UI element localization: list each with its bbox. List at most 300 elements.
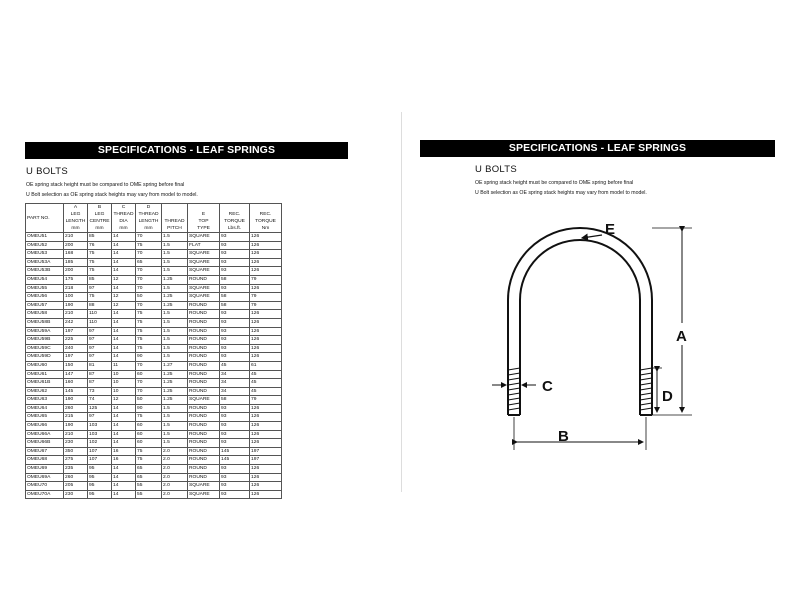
table-cell: 14 [112,482,136,491]
table-row [26,301,282,310]
table-row [26,284,282,293]
table-cell: 60 [136,370,162,379]
table-cell: 100 [64,293,88,302]
table-cell: 93 [220,404,250,413]
table-cell: 70 [136,233,162,242]
table-cell: 60 [136,422,162,431]
table-cell: 145 [220,456,250,465]
table-cell: 103 [88,430,112,439]
table-cell: 14 [112,241,136,250]
part-number-cell: OMEU68 [26,456,64,465]
table-cell: 1.25 [162,396,188,405]
table-cell: 210 [64,233,88,242]
table-cell: 126 [250,404,282,413]
table-row [26,241,282,250]
table-cell: ROUND [188,318,220,327]
u-bolt-svg [470,205,710,465]
table-cell: 97 [88,353,112,362]
u-bolt-inner [520,240,640,415]
table-cell: 14 [112,465,136,474]
table-cell: ROUND [188,353,220,362]
table-cell: 1.25 [162,379,188,388]
table-cell: 75 [136,310,162,319]
table-cell: 14 [112,404,136,413]
table-cell: 126 [250,473,282,482]
part-number-cell: OMEU53B [26,267,64,276]
table-row [26,404,282,413]
table-cell: 93 [220,258,250,267]
table-row [26,473,282,482]
u-bolt-diagram [470,205,710,465]
table-cell: 197 [250,456,282,465]
part-number-cell: OMEU60 [26,361,64,370]
table-cell: 14 [112,310,136,319]
table-cell: 125 [88,404,112,413]
table-cell: 88 [88,301,112,310]
table-cell: SQUARE [188,293,220,302]
table-cell: 74 [88,396,112,405]
table-row [26,275,282,284]
part-number-cell: OMEU63 [26,396,64,405]
u-bolt-outer [508,228,652,415]
table-cell: 90 [136,353,162,362]
table-cell: 126 [250,318,282,327]
right-note-1: OE spring stack height must be compared to OME spring before final [475,180,634,186]
table-cell: 14 [112,413,136,422]
part-number-cell: OMEU64 [26,404,64,413]
table-row [26,482,282,491]
table-row [26,465,282,474]
table-cell: 58 [220,293,250,302]
table-cell: 1.5 [162,413,188,422]
table-cell: 14 [112,430,136,439]
table-cell: 1.5 [162,250,188,259]
table-row [26,370,282,379]
part-number-cell: OMEU59B [26,336,64,345]
table-cell: 34 [220,370,250,379]
table-cell: ROUND [188,404,220,413]
table-cell: 126 [250,482,282,491]
table-cell: 95 [88,473,112,482]
table-cell: 75 [136,456,162,465]
table-row [26,490,282,499]
table-cell: 93 [220,465,250,474]
table-cell: 218 [64,284,88,293]
table-row [26,447,282,456]
right-subtitle: U BOLTS [475,164,518,175]
table-cell: 14 [112,250,136,259]
table-cell: 200 [64,267,88,276]
left-banner: SPECIFICATIONS - LEAF SPRINGS [25,142,348,159]
table-cell: 75 [88,258,112,267]
table-cell: 1.5 [162,318,188,327]
table-cell: 102 [88,439,112,448]
table-cell: 1.5 [162,430,188,439]
table-cell: 75 [136,336,162,345]
table-cell: SQUARE [188,482,220,491]
part-number-cell: OMEU61B [26,379,64,388]
table-cell: 95 [88,465,112,474]
table-cell: ROUND [188,301,220,310]
table-cell: 215 [64,413,88,422]
table-cell: 75 [88,250,112,259]
table-row [26,456,282,465]
table-cell: 79 [250,275,282,284]
table-cell: 60 [136,430,162,439]
table-cell: 126 [250,465,282,474]
table-cell: 14 [112,318,136,327]
table-cell: 12 [112,293,136,302]
table-cell: 70 [136,284,162,293]
table-cell: 1.5 [162,258,188,267]
table-cell: 14 [112,336,136,345]
table-cell: 107 [88,456,112,465]
table-cell: SQUARE [188,233,220,242]
table-header-cell: REC. TORQUE Lbs.ft. [220,204,250,233]
table-header-row [26,204,282,233]
table-cell: 110 [88,318,112,327]
table-cell: 1.5 [162,422,188,431]
part-number-cell: OMEU69A [26,473,64,482]
table-cell: 200 [64,241,88,250]
table-cell: ROUND [188,422,220,431]
table-cell: 93 [220,413,250,422]
table-cell: 103 [88,422,112,431]
table-row [26,258,282,267]
table-cell: 60 [136,439,162,448]
table-cell: 61 [250,361,282,370]
table-cell: ROUND [188,413,220,422]
table-cell: 2.0 [162,456,188,465]
table-cell: 1.25 [162,301,188,310]
part-number-cell: OMEU53 [26,250,64,259]
table-cell: 126 [250,490,282,499]
part-number-cell: OMEU66B [26,439,64,448]
table-cell: 235 [64,465,88,474]
table-cell: 58 [220,275,250,284]
table-header-cell: PART NO. [26,204,64,233]
part-number-cell: OMEU57 [26,301,64,310]
table-cell: 14 [112,233,136,242]
table-cell: ROUND [188,336,220,345]
table-cell: 1.5 [162,404,188,413]
table-cell: 93 [220,490,250,499]
table-cell: 1.5 [162,353,188,362]
part-number-cell: OMEU59C [26,344,64,353]
spec-table-wrapper [25,203,281,497]
table-cell: ROUND [188,387,220,396]
table-cell: 70 [136,275,162,284]
table-cell: 85 [88,275,112,284]
label-e: E [605,221,616,238]
table-cell: SQUARE [188,396,220,405]
table-cell: 197 [64,353,88,362]
table-cell: SQUARE [188,250,220,259]
table-cell: ROUND [188,327,220,336]
part-number-cell: OMEU67 [26,447,64,456]
table-cell: 1.5 [162,336,188,345]
table-cell: 2.0 [162,482,188,491]
table-cell: 12 [112,301,136,310]
table-cell: 1.5 [162,241,188,250]
table-cell: 75 [136,447,162,456]
table-cell: ROUND [188,473,220,482]
table-cell: ROUND [188,370,220,379]
table-cell: 79 [250,301,282,310]
table-cell: 65 [136,465,162,474]
table-row [26,267,282,276]
table-cell: 126 [250,422,282,431]
table-cell: 75 [88,293,112,302]
table-cell: 34 [220,379,250,388]
table-row [26,293,282,302]
table-cell: 126 [250,439,282,448]
part-number-cell: OMEU51 [26,233,64,242]
table-cell: 93 [220,473,250,482]
part-number-cell: OMEU70 [26,482,64,491]
table-cell: 93 [220,439,250,448]
part-number-cell: OMEU54 [26,275,64,284]
part-number-cell: OMEU52 [26,241,64,250]
table-cell: ROUND [188,310,220,319]
table-cell: 1.25 [162,387,188,396]
table-cell: 1.5 [162,284,188,293]
table-cell: 87 [88,370,112,379]
table-cell: 97 [88,284,112,293]
table-row [26,379,282,388]
table-cell: 97 [88,336,112,345]
table-cell: 242 [64,318,88,327]
table-row [26,361,282,370]
table-cell: SQUARE [188,284,220,293]
table-cell: 210 [64,430,88,439]
table-cell: ROUND [188,379,220,388]
table-cell: 126 [250,233,282,242]
left-note-1: OE spring stack height must be compared to OME spring before final [26,182,185,188]
table-cell: 87 [88,379,112,388]
table-cell: 1.5 [162,267,188,276]
table-cell: 14 [112,473,136,482]
table-cell: 126 [250,344,282,353]
table-row [26,439,282,448]
table-cell: 45 [250,387,282,396]
table-header-cell: C THREAD DIA mm [113,205,134,231]
table-cell: 97 [88,327,112,336]
table-cell: 14 [112,267,136,276]
table-cell: 126 [250,430,282,439]
table-cell: 75 [88,267,112,276]
table-cell: 197 [250,447,282,456]
table-cell: 1.5 [162,344,188,353]
table-cell: 90 [136,404,162,413]
part-number-cell: OMEU62 [26,387,64,396]
part-number-cell: OMEU61 [26,370,64,379]
table-cell: 70 [136,379,162,388]
part-number-cell: OMEU66A [26,430,64,439]
table-cell: 75 [136,327,162,336]
table-cell: 14 [112,258,136,267]
table-cell: 2.0 [162,473,188,482]
table-cell: 14 [112,327,136,336]
table-cell: 1.5 [162,310,188,319]
table-row [26,310,282,319]
table-cell: 45 [220,361,250,370]
label-a: A [676,328,687,345]
table-cell: ROUND [188,456,220,465]
part-number-cell: OMEU53A [26,258,64,267]
left-note-2: U Bolt selection as OE spring stack heights may vary from model to model. [26,191,198,198]
right-thread [640,368,652,410]
table-cell: 70 [136,361,162,370]
table-cell: 230 [64,490,88,499]
table-cell: 197 [64,327,88,336]
table-row [26,233,282,242]
table-cell: 126 [250,250,282,259]
table-cell: 110 [88,310,112,319]
label-d: D [662,388,673,405]
table-cell: 190 [64,422,88,431]
table-cell: 1.25 [162,370,188,379]
table-cell: 126 [250,336,282,345]
table-header-cell: REC. TORQUE Nm [250,204,282,233]
table-cell: 1.5 [162,233,188,242]
part-number-cell: OMEU65 [26,413,64,422]
table-cell: 65 [136,258,162,267]
table-cell: 260 [64,404,88,413]
table-cell: SQUARE [188,258,220,267]
table-cell: 93 [220,284,250,293]
table-cell: 14 [112,344,136,353]
table-cell: 81 [88,361,112,370]
table-cell: 70 [136,387,162,396]
table-cell: 145 [220,447,250,456]
table-cell: 73 [88,387,112,396]
table-cell: 93 [220,344,250,353]
table-cell: 1.5 [162,439,188,448]
table-cell: 93 [220,233,250,242]
table-cell: 10 [112,370,136,379]
table-cell: 275 [64,456,88,465]
table-row [26,250,282,259]
table-cell: 93 [220,482,250,491]
table-cell: 126 [250,284,282,293]
part-number-cell: OMEU58B [26,318,64,327]
part-number-cell: OMEU66 [26,422,64,431]
table-cell: 260 [64,473,88,482]
dimension-e-leader [582,235,602,238]
page-divider [401,112,402,492]
table-cell: 75 [136,318,162,327]
part-number-cell: OMEU58 [26,310,64,319]
label-b: B [558,428,569,445]
table-row [26,353,282,362]
table-cell: 16 [112,447,136,456]
table-cell: 126 [250,241,282,250]
table-row [26,413,282,422]
table-cell: 126 [250,310,282,319]
part-number-cell: OMEU69 [26,465,64,474]
table-row [26,430,282,439]
table-cell: 58 [220,396,250,405]
table-cell: 168 [64,250,88,259]
table-cell: 93 [220,318,250,327]
table-cell: ROUND [188,439,220,448]
table-cell: 75 [136,413,162,422]
right-note-2: U Bolt selection as OE spring stack heights may vary from model to model. [475,189,647,196]
table-cell: 14 [112,490,136,499]
table-cell: 185 [64,258,88,267]
table-cell: 97 [88,344,112,353]
part-number-cell: OMEU56 [26,293,64,302]
table-cell: 225 [64,336,88,345]
table-cell: 75 [136,344,162,353]
table-cell: 93 [220,267,250,276]
table-cell: 2.0 [162,490,188,499]
table-cell: 95 [88,482,112,491]
table-cell: 93 [220,430,250,439]
table-cell: 75 [136,241,162,250]
label-c: C [542,378,553,395]
table-cell: 126 [250,327,282,336]
table-cell: FLAT [188,241,220,250]
table-cell: 70 [136,267,162,276]
table-cell: 70 [136,301,162,310]
part-number-cell: OMEU59D [26,353,64,362]
table-cell: ROUND [188,430,220,439]
table-header-cell: E TOP TYPE [188,204,220,233]
table-cell: 10 [112,387,136,396]
table-cell: 93 [220,336,250,345]
table-cell: 126 [250,413,282,422]
table-cell: 240 [64,344,88,353]
table-cell: 93 [220,327,250,336]
table-cell: 1.5 [162,327,188,336]
table-row [26,396,282,405]
table-body [26,233,282,499]
table-header-cell: D THREAD LENGTH mm [136,204,162,233]
table-cell: 70 [136,250,162,259]
table-cell: 55 [136,490,162,499]
right-banner: SPECIFICATIONS - LEAF SPRINGS [420,140,775,157]
table-cell: ROUND [188,465,220,474]
left-notes [26,181,198,200]
part-number-cell: OMEU55 [26,284,64,293]
table-cell: ROUND [188,361,220,370]
table-row [26,318,282,327]
table-cell: 14 [112,422,136,431]
table-cell: 2.0 [162,447,188,456]
table-cell: 97 [88,413,112,422]
table-header-cell: A LEG LENGTH mm [64,204,88,233]
table-cell: 230 [64,439,88,448]
table-cell: 50 [136,396,162,405]
table-cell: 205 [64,482,88,491]
table-cell: 16 [112,456,136,465]
table-cell: 79 [250,293,282,302]
table-cell: 65 [136,473,162,482]
table-cell: 45 [250,370,282,379]
table-cell: 126 [250,258,282,267]
table-cell: 107 [88,447,112,456]
table-header-cell: B LEG CENTRE mm [89,205,110,231]
table-cell: 79 [250,396,282,405]
table-cell: 14 [112,284,136,293]
table-row [26,327,282,336]
table-cell: 190 [64,396,88,405]
table-cell: SQUARE [188,490,220,499]
table-row [26,344,282,353]
table-cell: 160 [64,379,88,388]
